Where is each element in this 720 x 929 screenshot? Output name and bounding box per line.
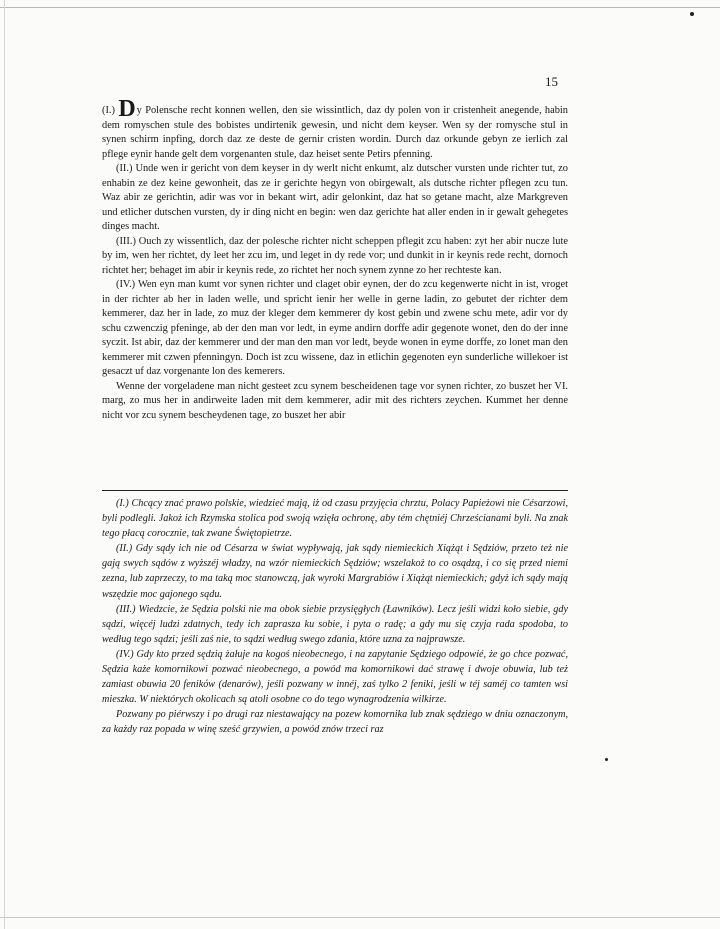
footnote-divider: [102, 490, 568, 491]
footnote-paragraph: [102, 602, 568, 647]
paragraph-label: (I.): [102, 105, 115, 116]
scan-bottom-edge: [0, 917, 720, 918]
paragraph-text: Ouch zy wissentlich, daz der polesche richter nicht scheppen pflegit zcu haben: zyt her abir nucze lute by im, wen her richtet, dy leet her zcu im, und leget in dy rede vor; und dunkit in ir keynis rede recht, dornoch richtet her; behaget im abir ir keynis rede, zo richtet her noch synem zynne zo her rechteste kan.: [102, 235, 568, 276]
paragraph-text: Unde wen ir gericht von dem keyser in dy werlt nicht enkumt, alz dutscher vursten unde richter tut, zo enhabin ze dez keine gewonheit, das ze ir gerichte hegyn von obirgewalt, als dutsche richter pflegen zcu tun. Waz abir ze gerichtin, adir was vor in bekant wirt, adir gelonkint, daz hat so getane macht, alze Markgreven und etlicher dutschen vursten, dy ir ding nicht en begin: wen daz gerichte hat aller enden in ir gewalt gehegetes dinges macht.: [102, 163, 568, 232]
footnote-paragraph: [102, 541, 568, 601]
page-number: 15: [545, 74, 558, 89]
paragraph-label: (IV.): [116, 279, 136, 290]
paragraph-label: (III.): [116, 235, 136, 247]
paragraph-label: (II.): [116, 163, 133, 174]
footnote-label: (IV.): [116, 648, 134, 660]
polish-translation-block: [102, 496, 568, 738]
footnote-label: (III.): [116, 603, 136, 615]
scan-speck: [605, 758, 608, 761]
paragraph-text: Wenne der vorgeladene man nicht gesteet zcu synem bescheidenen tage vor synen richter, zo buszet her VI. marg, zo mus her in andirweite laden mit dem kemmerer, adir mit des richters zeychen. Kummet her denne nicht vor zcu synem bescheydenen tage, zo buszet her abir: [102, 380, 568, 421]
footnote-label: (I.): [116, 498, 129, 509]
scan-speck: [690, 12, 694, 16]
paragraph-text: Wen eyn man kumt vor synen richter und claget obir eynen, der do zcu kegenwerte nicht in ist, vroget in der richter ab her in laden welle, und spricht ienir her welle in gerne ladin, zo gebutet der richter dem kemmerer, daz her in lade, zo muz der kleger dem kemmerer dy kost gebin und zwene schu mete, adir vor dy schu czwenczig pfeninge, ab der den man vor ledt, in eyme andirn dorffe adir gegenote wonet, den do der inne syczit. Ist abir, daz der kemmerer und der man den man vor ledt, beyde wonen in eyme dorffe, zo lonet man den kemmerer mit czwen pfenningyn. Doch ist zcu wissene, daz in etlichin gegenoten eyn sunderliche willekoer ist gesaczt uf daz vorgenante lon des kemerers.: [102, 279, 568, 377]
drop-cap: D: [118, 96, 136, 122]
main-paragraph: [102, 162, 568, 235]
footnote-label: (II.): [116, 543, 133, 555]
footnote-text: Chcący znać prawo polskie, wiedzieć mają, iż od czasu przyjęcia chrztu, Polacy Papieżowi nie Césarzowi, byli podlegli. Jakoż ich Rzymska stolica pod swoją wzięła ochronę, aby tém chętniéj Chrześcianami byli. Na znak tego płacą corocznie, tak zwane Świętopietrze.: [102, 498, 568, 540]
footnote-paragraph: [102, 496, 568, 541]
footnote-paragraph: [102, 647, 568, 707]
footnote-paragraph: [102, 707, 568, 737]
footnote-text: Gdy kto przed sędzią żałuje na kogoś nieobecnego, i na zapytanie Sędziego odpowié, że go chce pozwać, Sędzia każe komornikowi pozwać nieobecnego, a powód ma komornikowi dać strawę i dwoje obuwia, lub też zamiast obuwia 20 fenikόw (denarów), jeśli pozwany w innéj, zaś tylko 2 feniki, jeśli w téj saméj co tamten wsi mieszka. W niektórych okolicach są atoli osobne co do tego wynagrodzenia wilkirze.: [102, 648, 568, 706]
main-paragraph: [102, 278, 568, 380]
main-paragraph: [102, 380, 568, 424]
scan-top-edge: [0, 7, 720, 8]
main-paragraph: [102, 96, 568, 162]
paragraph-text: y Polensche recht konnen wellen, den sie wissintlich, daz dy polen von ir cristenheit anegende, habin dem romyschen stule des bobistes undirtenik gewesin, und nicht dem keyser. Wen sy der romysche stul in synen schirm inpfing, dorch daz ze deste de gernir cristen wordin. Durch daz orkunde gebyn ze ierlich zal pflege eynir hande gelt dem vorgenanten stule, daz heiset sente Petirs pfenning.: [102, 105, 568, 160]
german-text-block: [102, 96, 568, 423]
footnote-text: Gdy sądy ich nie od Césarza w świat wypływają, jak sądy niemieckich Xiążąt i Sędziów, przeto też nie gają swych sądów z wyższéj władzy, na wzór niemieckich Sędziów; wszelakoż to co osądzą, i co się przed niemi zezna, lub zaprzeczy, to ma taką moc stanowczą, jak wyroki Margrabiów i Xiążąt niemieckich; gdyż ich sądy mają wszędzie moc gajonego sądu.: [102, 543, 568, 600]
main-paragraph: [102, 235, 568, 279]
scan-left-edge: [4, 0, 5, 929]
footnote-text: Wiedzcie, że Sędzia polski nie ma obok siebie przysięgłych (Ławników). Lecz jeśli widzi koło siebie, gdy sądzi, więcéj ludzi zdatnych, tedy ich zaprasza ku sobie, i pyta o radę; a gdy mu się czyja rada spodoba, to według tego sądzi; jeśli zaś nie, to sądzi według swego zdania, które uzna za najprawsze.: [102, 603, 568, 645]
footnote-text: Pozwany po piérwszy i po drugi raz niestawający na pozew komornika lub znak sędziego w dniu oznaczonym, za każdy raz popada w winę sześć grzywien, a powód znów trzeci raz: [102, 709, 568, 736]
